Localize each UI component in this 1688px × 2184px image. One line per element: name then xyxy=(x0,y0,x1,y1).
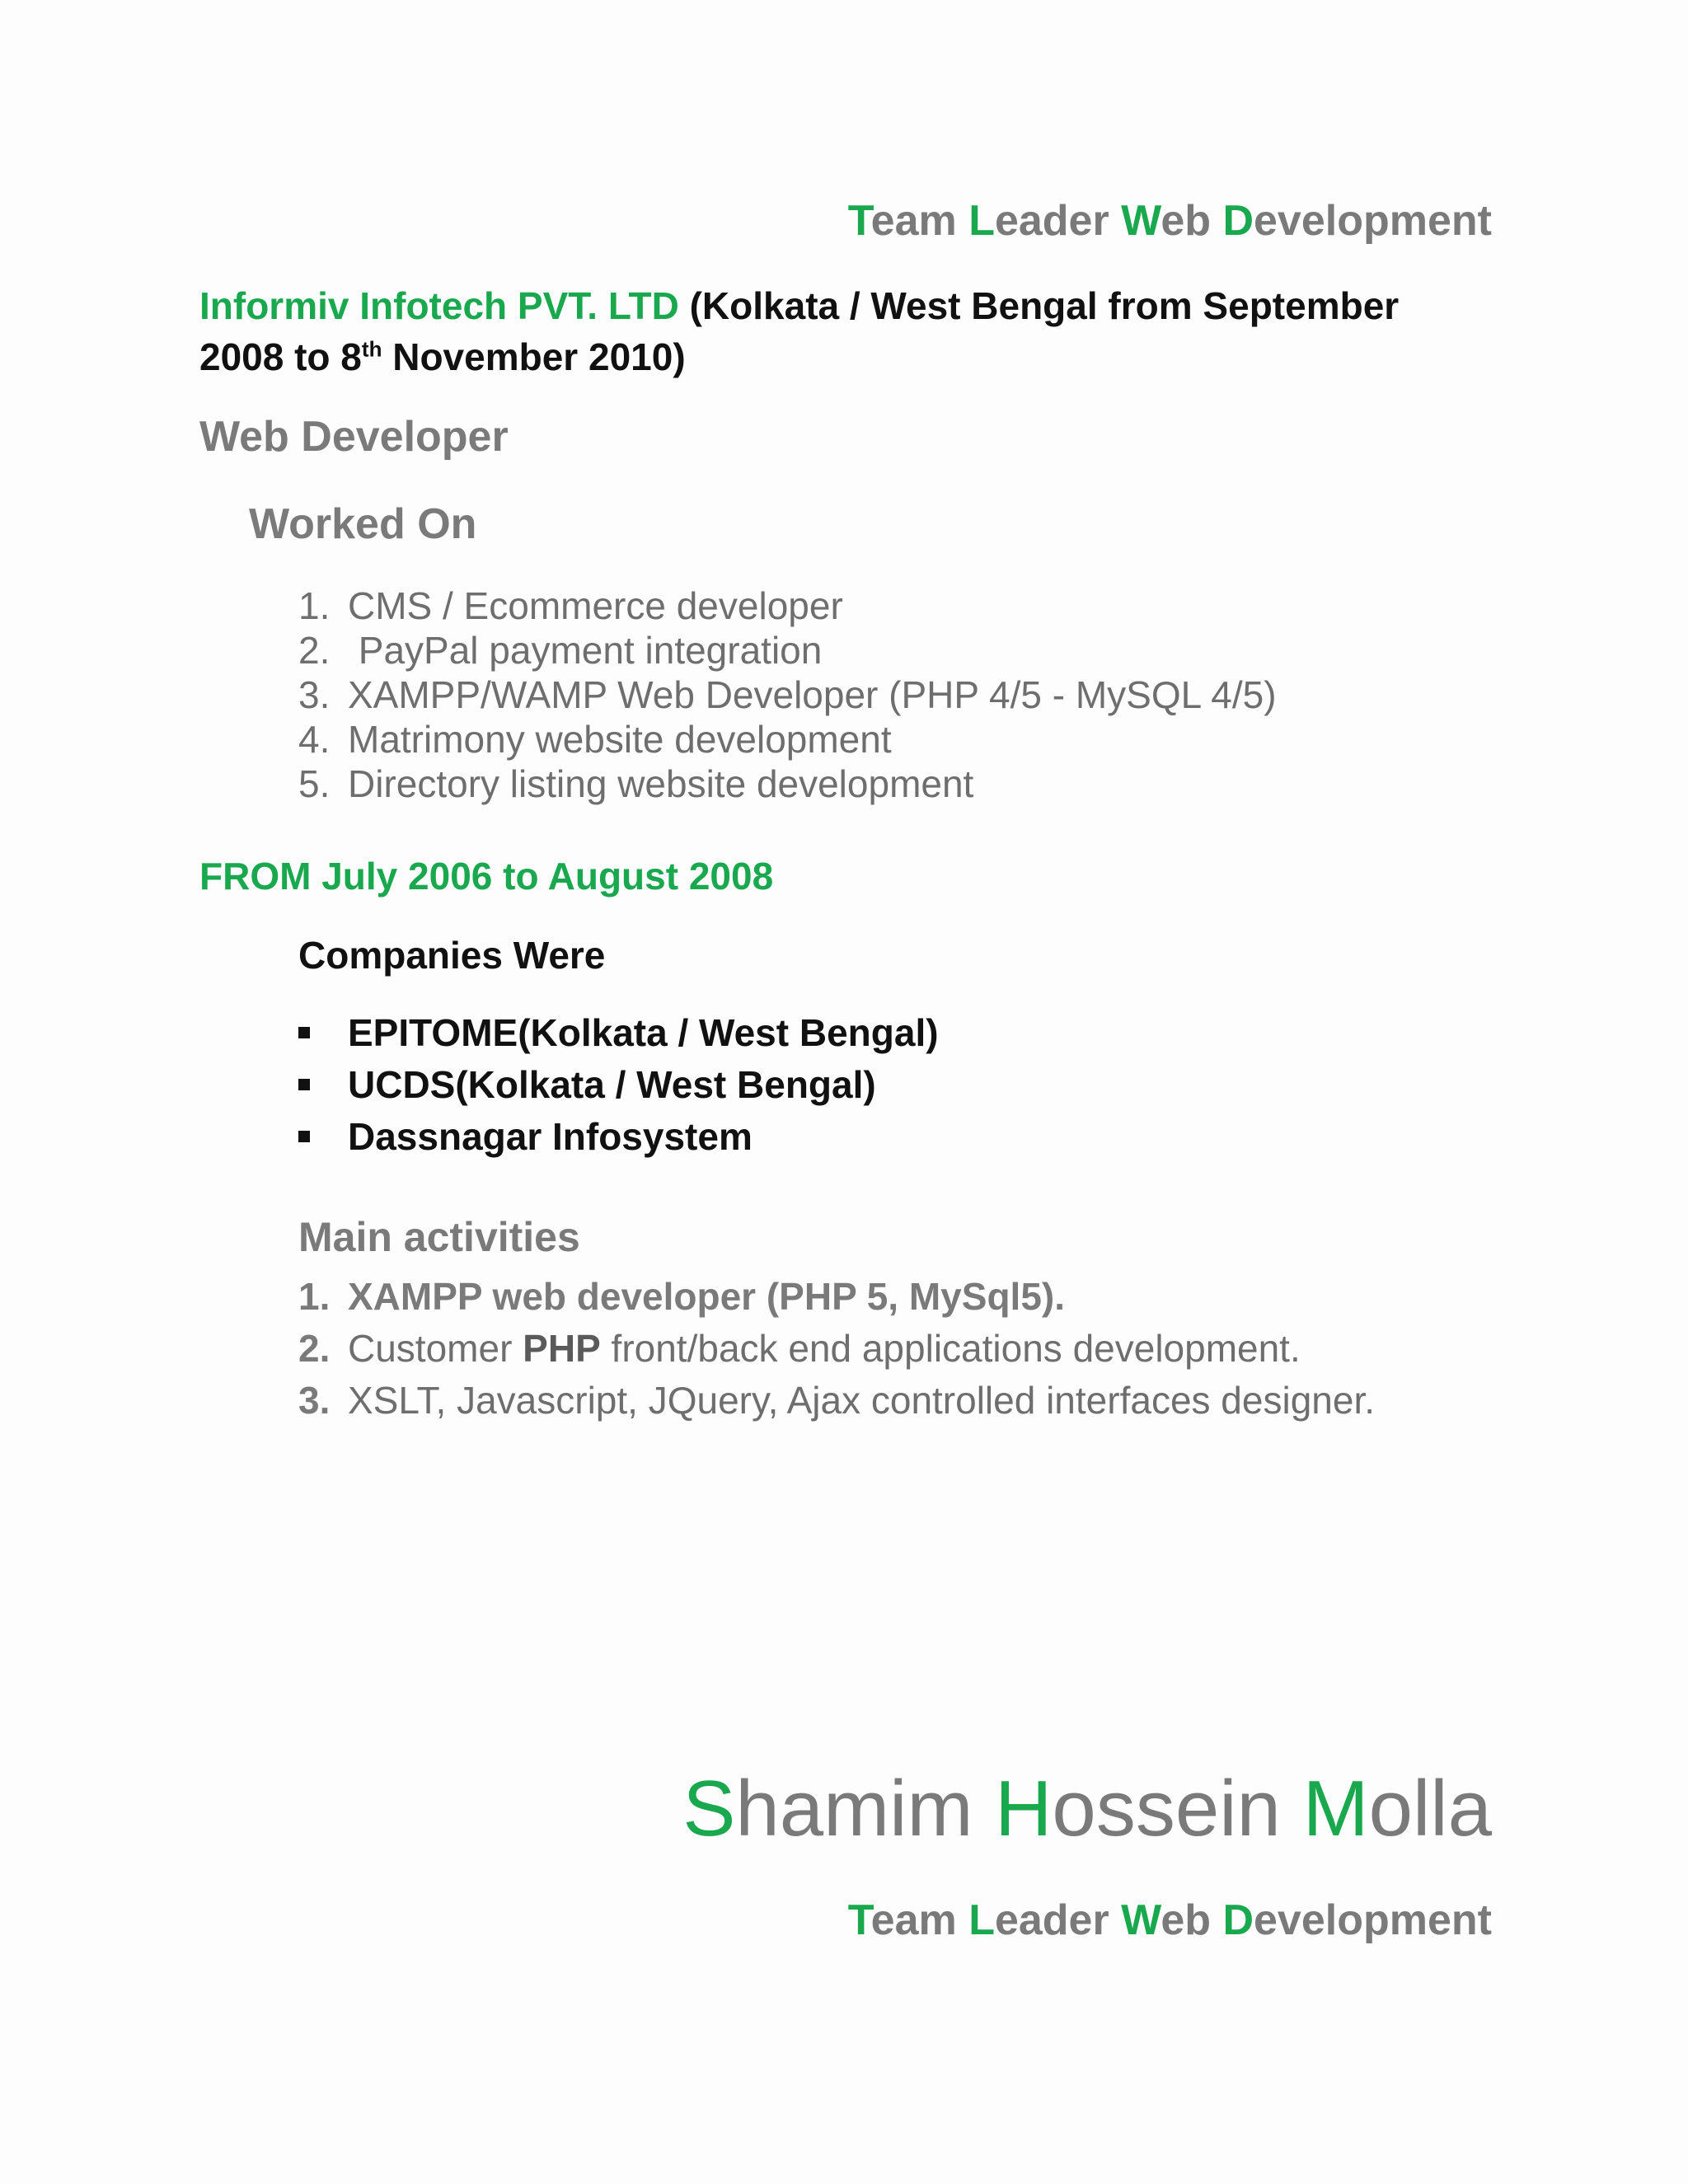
list-item xyxy=(298,1375,1375,1427)
footer-job-title xyxy=(848,1896,1492,1945)
worked-on-list xyxy=(298,583,1277,806)
name-initial-h: H xyxy=(995,1765,1053,1853)
list-item xyxy=(298,717,1277,762)
person-name xyxy=(682,1764,1492,1854)
list-number: 3. xyxy=(298,1379,331,1422)
footer-title-part: eam xyxy=(870,1896,969,1944)
name-initial-m: M xyxy=(1302,1765,1369,1853)
header-title-part: eb xyxy=(1160,197,1223,245)
list-item xyxy=(298,1323,1375,1375)
square-bullet-icon xyxy=(298,1027,310,1038)
employment-company-line xyxy=(199,280,1485,382)
list-text: front/back end applications development. xyxy=(600,1327,1301,1370)
list-text: XAMPP/WAMP Web Developer (PHP 4/5 - MySQL 4/5) xyxy=(348,673,1277,716)
footer-title-initial-w: W xyxy=(1121,1896,1161,1944)
footer-title-initial-d: D xyxy=(1222,1896,1254,1944)
footer-title-initial-t: T xyxy=(847,1896,871,1944)
list-item xyxy=(298,583,1277,628)
list-number: 2. xyxy=(298,629,331,672)
list-text: PayPal payment integration xyxy=(348,629,823,672)
employment-details-sup: th xyxy=(361,336,382,362)
square-bullet-icon xyxy=(298,1131,310,1142)
previous-period: FROM July 2006 to August 2008 xyxy=(199,855,774,898)
list-text: XSLT, Javascript, JQuery, Ajax controlled interfaces designer. xyxy=(348,1379,1375,1422)
list-text-bold: PHP xyxy=(523,1327,601,1370)
company-entry: Dassnagar Infosystem xyxy=(348,1115,753,1158)
company-entry: UCDS(Kolkata / West Bengal) xyxy=(348,1063,876,1106)
employment-details: (Kolkata / West Bengal from September 2008 to 8 xyxy=(199,284,1400,378)
header-title-initial-d: D xyxy=(1222,197,1254,245)
list-item xyxy=(298,628,1277,673)
main-activities-heading: Main activities xyxy=(298,1214,580,1260)
list-item xyxy=(298,1271,1375,1323)
companies-heading: Companies Were xyxy=(298,934,606,977)
header-title-part: eam xyxy=(870,197,969,245)
list-number: 1. xyxy=(298,584,331,627)
header-title-part: eader xyxy=(994,197,1122,245)
list-number: 3. xyxy=(298,673,331,716)
header-title-initial-t: T xyxy=(847,197,871,245)
list-item xyxy=(298,762,1277,806)
footer-title-initial-l: L xyxy=(968,1896,995,1944)
name-part: ossein xyxy=(1052,1765,1303,1853)
list-item xyxy=(298,673,1277,717)
list-text: Directory listing website development xyxy=(348,762,974,805)
list-number: 5. xyxy=(298,762,331,805)
header-job-title xyxy=(848,196,1492,246)
activities-list xyxy=(298,1271,1375,1427)
list-item xyxy=(298,1007,939,1059)
name-part: olla xyxy=(1368,1765,1492,1853)
company-entry: EPITOME(Kolkata / West Bengal) xyxy=(348,1011,939,1054)
employment-details-end: November 2010) xyxy=(382,335,686,378)
footer-title-part: eb xyxy=(1160,1896,1223,1944)
footer-title-part: evelopment xyxy=(1254,1896,1492,1944)
role-title: Web Developer xyxy=(199,413,509,461)
list-number: 1. xyxy=(298,1275,331,1318)
list-item xyxy=(298,1111,939,1163)
list-number: 4. xyxy=(298,718,331,761)
list-item xyxy=(298,1059,939,1111)
header-title-initial-w: W xyxy=(1121,197,1161,245)
footer-title-part: eader xyxy=(994,1896,1122,1944)
list-number: 2. xyxy=(298,1327,331,1370)
name-part: hamim xyxy=(735,1765,996,1853)
list-text: Matrimony website development xyxy=(348,718,892,761)
list-text: CMS / Ecommerce developer xyxy=(348,584,843,627)
header-title-part: evelopment xyxy=(1254,197,1492,245)
worked-on-heading: Worked On xyxy=(249,500,477,548)
header-title-initial-l: L xyxy=(968,197,995,245)
list-text: XAMPP web developer (PHP 5, MySql5). xyxy=(348,1275,1066,1318)
company-name: Informiv Infotech PVT. LTD xyxy=(199,284,679,327)
square-bullet-icon xyxy=(298,1079,310,1090)
name-initial-s: S xyxy=(682,1765,736,1853)
companies-list xyxy=(298,1007,939,1163)
list-text: Customer xyxy=(348,1327,523,1370)
